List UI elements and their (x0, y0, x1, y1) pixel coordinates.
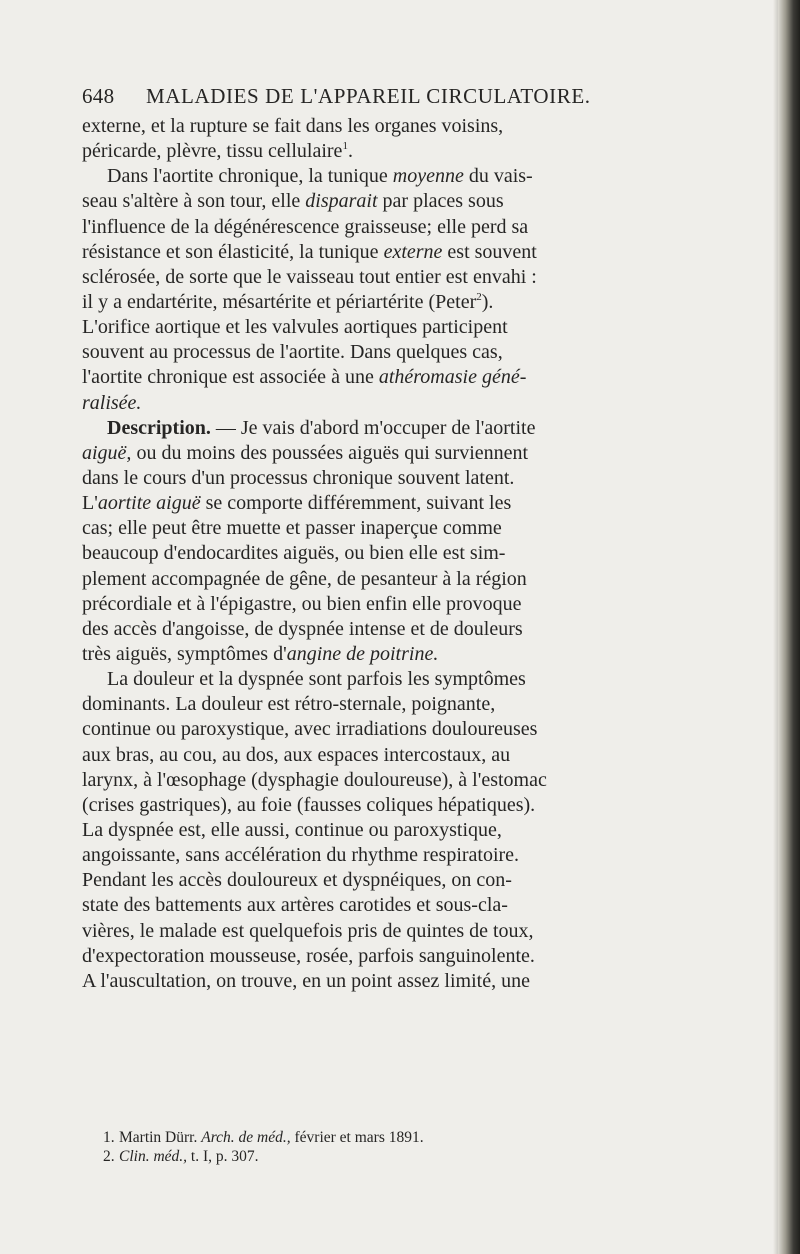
text-line: cas; elle peut être muette et passer inaperçue comme (82, 517, 502, 540)
text-line: Dans l'aortite chronique, la tunique moyenne du vais- (107, 165, 533, 188)
text-line: state des battements aux artères carotides et sous-cla- (82, 894, 508, 917)
text-line: l'aortite chronique est associée à une athéromasie géné- (82, 366, 527, 389)
text-line: larynx, à l'œsophage (dysphagie douloureuse), à l'estomac (82, 768, 547, 791)
text-line: résistance et son élasticité, la tunique externe est souvent (82, 240, 537, 263)
text-line: dominants. La douleur est rétro-sternale, poignante, (82, 693, 496, 716)
text-line: d'expectoration mousseuse, rosée, parfois sanguinolente. (82, 944, 535, 967)
text-line: beaucoup d'endocardites aiguës, ou bien elle est sim- (82, 542, 506, 565)
footnote-ref-1: 1 (342, 140, 348, 153)
text-line: La dyspnée est, elle aussi, continue ou paroxystique, (82, 818, 502, 841)
text-line: ralisée. (82, 391, 142, 414)
text-line: La douleur et la dyspnée sont parfois les symptômes (107, 668, 526, 691)
text-line: l'influence de la dégénérescence graisseuse; elle perd sa (82, 215, 529, 238)
text-line: dans le cours d'un processus chronique souvent latent. (82, 466, 515, 489)
text-line: L'orifice aortique et les valvules aortiques participent (82, 316, 508, 339)
text-line: Pendant les accès douloureux et dyspnéiques, on con- (82, 869, 512, 892)
page-header (82, 84, 622, 114)
text-line: souvent au processus de l'aortite. Dans quelques cas, (82, 341, 503, 364)
text-line: continue ou paroxystique, avec irradiations douloureuses (82, 718, 538, 741)
text-line: très aiguës, symptômes d'angine de poitrine. (82, 642, 439, 665)
text-line: précordiale et à l'épigastre, ou bien enfin elle provoque (82, 592, 522, 615)
text-line: L'aortite aiguë se comporte différemment, suivant les (82, 492, 512, 515)
text-line: péricarde, plèvre, tissu cellulaire$^1$. (82, 140, 353, 163)
text-line: seau s'altère à son tour, elle disparait par places sous (82, 190, 504, 213)
text-line: externe, et la rupture se fait dans les organes voisins, (82, 115, 504, 137)
running-title: MALADIES DE L'APPAREIL CIRCULATOIRE. (146, 84, 591, 108)
text-line: aiguë, ou du moins des poussées aiguës qui surviennent (82, 441, 529, 464)
text-line: vières, le malade est quelquefois pris de quintes de toux, (82, 919, 534, 942)
text-line: il y a endartérite, mésartérite et périartérite (Peter$^2$). (82, 290, 494, 313)
footnote-2: 2. Clin. méd., t. I, p. 307. (103, 1148, 259, 1165)
text-line: aux bras, au cou, au dos, aux espaces intercostaux, au (82, 743, 511, 766)
page-number: 648 (82, 84, 115, 108)
text-line: sclérosée, de sorte que le vaisseau tout entier est envahi : (82, 265, 537, 288)
body-text (82, 114, 790, 994)
text-line: A l'auscultation, on trouve, en un point assez limité, une (82, 969, 530, 992)
section-heading: Description. (107, 416, 211, 439)
text-line: plement accompagnée de gêne, de pesanteur à la région (82, 567, 527, 590)
footnote-1: 1. Martin Dürr. Arch. de méd., février et mars 1891. (103, 1129, 424, 1146)
footnote-ref-2: 2 (476, 290, 482, 303)
text-line: (crises gastriques), au foie (fausses coliques hépatiques). (82, 793, 536, 816)
text-line: des accès d'angoisse, de dyspnée intense et de douleurs (82, 617, 523, 640)
footnotes (103, 1128, 763, 1166)
text-line: angoissante, sans accélération du rhythme respiratoire. (82, 844, 520, 867)
text-line: Description. — Je vais d'abord m'occuper de l'aortite (107, 416, 536, 439)
